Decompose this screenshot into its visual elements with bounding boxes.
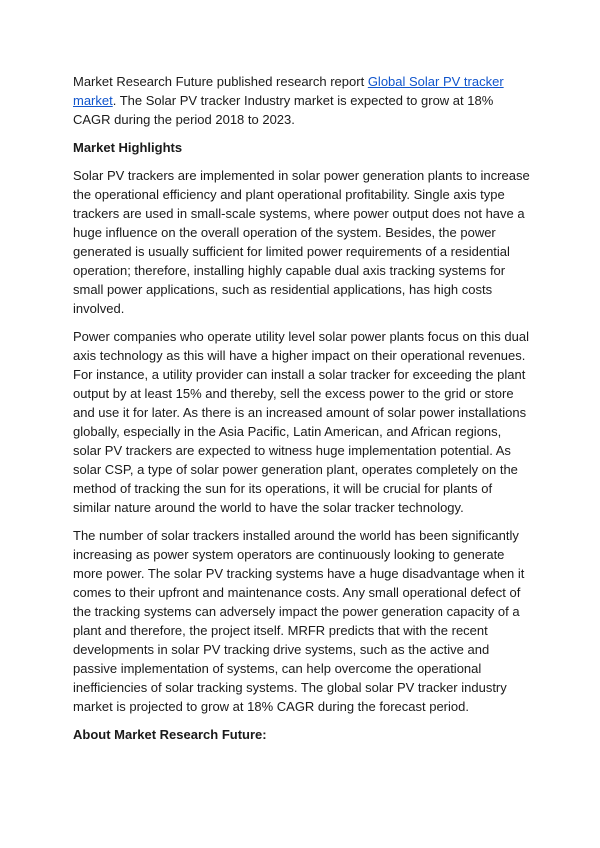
market-highlights-heading: Market Highlights bbox=[73, 140, 183, 155]
body-paragraph-1: Solar PV trackers are implemented in solar power generation plants to increase the operational efficiency and plant operational profitability. Single axis type trackers are used in small-scale systems, where power output does not have a huge influence on the overall operation of the system. Besides, the power generated is usually sufficient for limited power requirements of a residential operation; therefore, installing highly capable dual axis tracking systems for small power applications, such as residential applications, has high costs involved. bbox=[73, 168, 530, 316]
intro-text-before-link: Market Research Future published research report bbox=[73, 74, 368, 89]
body-paragraph-2: Power companies who operate utility level solar power plants focus on this dual axis technology as this will have a higher impact on their operational revenues. For instance, a utility provider can install a solar tracker for exceeding the plant output by at least 15% and thereby, sell the excess power to the grid or store and use it for later. As there is an increased amount of solar power installations globally, especially in the Asia Pacific, Latin American, and African regions, solar PV trackers are expected to witness huge implementation potential. As solar CSP, a type of solar power generation plant, operates completely on the method of tracking the sun for its operations, it will be crucial for plants of similar nature around the world to have the solar tracker technology. bbox=[73, 329, 529, 515]
about-heading: About Market Research Future: bbox=[73, 727, 267, 742]
intro-text-after-link: . The Solar PV tracker Industry market is expected to grow at 18% CAGR during the period 2018 to 2023. bbox=[73, 93, 494, 127]
intro-paragraph bbox=[73, 72, 533, 129]
document-page bbox=[73, 72, 533, 753]
body-paragraph-3: The number of solar trackers installed around the world has been significantly increasing as power system operators are continuously looking to generate more power. The solar PV tracking systems have a huge disadvantage when it comes to their upfront and maintenance costs. Any small operational defect of the tracking systems can adversely impact the power generation capacity of a plant and therefore, the project itself. MRFR predicts that with the recent developments in solar PV tracking drive systems, such as the active and passive implementation of systems, can help overcome the operational inefficiencies of solar tracking systems. The global solar PV tracker industry market is projected to grow at 18% CAGR during the forecast period. bbox=[73, 528, 525, 714]
report-link[interactable]: Global Solar PV tracker market bbox=[73, 74, 504, 108]
